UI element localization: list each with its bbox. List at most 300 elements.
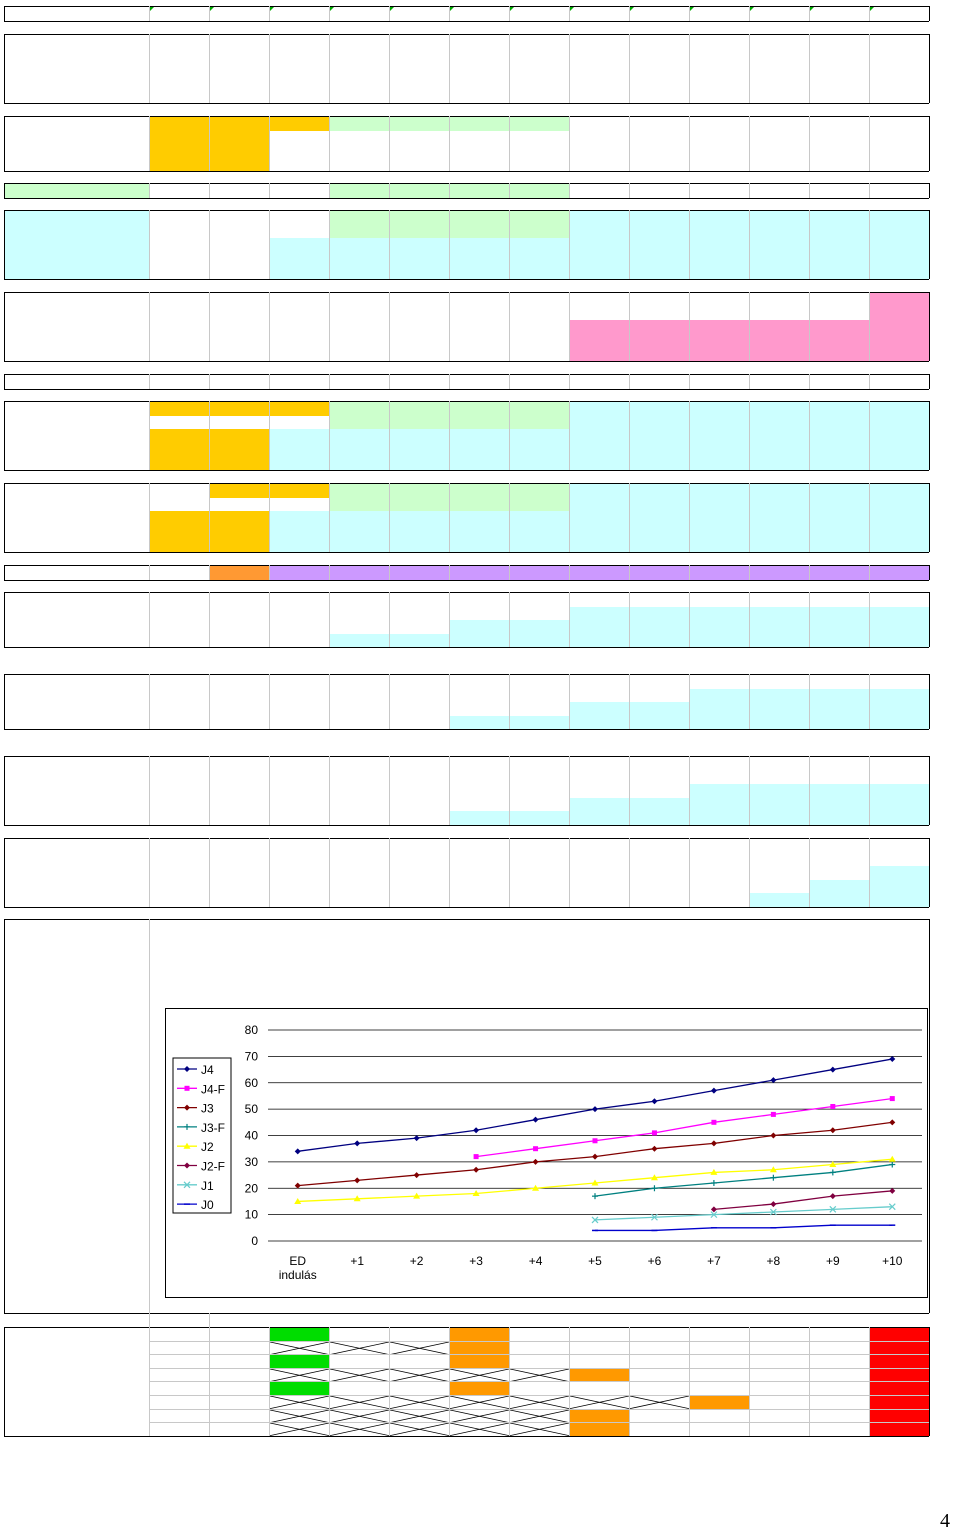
schedule-cell: [690, 211, 749, 225]
column-line: [629, 210, 630, 279]
schedule-cell: [330, 265, 389, 279]
schedule-cell: [810, 798, 869, 812]
column-line: [569, 592, 570, 647]
block-border: [4, 389, 929, 390]
schedule-cell: [750, 716, 809, 730]
schedule-cell: [870, 798, 929, 812]
fee-value: [510, 1355, 569, 1368]
schedule-cell: [870, 484, 929, 498]
cross-mark: [390, 1423, 449, 1436]
column-line: [809, 838, 810, 907]
column-line: [869, 483, 870, 552]
schedule-cell: [570, 211, 629, 225]
year-header: [629, 6, 689, 21]
column-line: [809, 34, 810, 103]
border-line: [4, 183, 5, 198]
column-line: [569, 6, 570, 21]
crossed-cell: [330, 1369, 389, 1382]
schedule-cell: [390, 456, 449, 470]
schedule-cell: [810, 620, 869, 634]
schedule-cell: [690, 607, 749, 621]
column-line: [329, 374, 330, 389]
schedule-cell: [330, 238, 389, 252]
border-line: [4, 1327, 5, 1436]
row-line: [149, 1381, 929, 1382]
column-line: [869, 1327, 870, 1436]
schedule-cell: [510, 225, 569, 239]
column-line: [809, 483, 810, 552]
column-line: [569, 674, 570, 729]
column-line: [449, 756, 450, 825]
schedule-cell: [570, 511, 629, 525]
green-marker: [450, 7, 454, 11]
column-line: [809, 210, 810, 279]
column-line: [509, 756, 510, 825]
schedule-cell: [330, 184, 389, 198]
fee-value: [810, 1410, 869, 1423]
block-border: [4, 1327, 929, 1328]
cross-mark: [570, 1396, 629, 1409]
schedule-cell: [630, 416, 689, 430]
column-line: [389, 674, 390, 729]
schedule-cell: [510, 184, 569, 198]
column-line: [569, 34, 570, 103]
column-line: [749, 565, 750, 580]
block-border: [4, 292, 929, 293]
column-line: [569, 210, 570, 279]
schedule-cell: [810, 416, 869, 430]
fee-value: [390, 1382, 449, 1395]
year-header: [269, 6, 329, 21]
x-tick-label: +9: [825, 1254, 840, 1268]
column-line: [389, 210, 390, 279]
chart-frame: [166, 1009, 928, 1298]
column-line: [209, 374, 210, 389]
virtual-value: [149, 1354, 209, 1368]
fee-value: [870, 1382, 929, 1395]
block-border: [4, 103, 929, 104]
schedule-cell: [330, 375, 389, 389]
x-tick-label: +3: [469, 1254, 483, 1268]
green-marker: [630, 7, 634, 11]
crossed-cell: [510, 1423, 569, 1436]
schedule-cell: [210, 443, 269, 457]
border-line: [4, 756, 5, 825]
fee-value: [870, 1328, 929, 1341]
border-line: [929, 756, 930, 825]
schedule-cell: [630, 620, 689, 634]
schedule-cell: [630, 498, 689, 512]
schedule-cell: [870, 211, 929, 225]
crossed-cell: [270, 1410, 329, 1423]
row-line: [149, 1395, 929, 1396]
schedule-cell: [510, 716, 569, 730]
schedule-cell: [630, 225, 689, 239]
schedule-cell: [210, 158, 269, 172]
schedule-cell: [870, 265, 929, 279]
green-marker: [390, 7, 394, 11]
fee-value: [450, 1342, 509, 1355]
column-line: [149, 292, 150, 361]
crossed-cell: [330, 1342, 389, 1355]
schedule-cell: [690, 798, 749, 812]
fee-value: [450, 1328, 509, 1341]
schedule-cell: [690, 498, 749, 512]
column-line: [629, 592, 630, 647]
schedule-cell: [750, 607, 809, 621]
column-line: [809, 565, 810, 580]
column-line: [149, 1313, 150, 1436]
cross-mark: [330, 1410, 389, 1423]
x-tick-label: +5: [588, 1254, 602, 1268]
year-header: [449, 6, 509, 21]
schedule-cell: [330, 566, 389, 580]
schedule-cell: [630, 716, 689, 730]
block-border: [4, 674, 929, 675]
column-line: [149, 919, 150, 1313]
schedule-cell: [450, 634, 509, 648]
data-point-J4-F: [830, 1104, 835, 1109]
cross-mark: [390, 1410, 449, 1423]
schedule-cell: [810, 689, 869, 703]
schedule-cell: [510, 375, 569, 389]
y-tick-label: 20: [244, 1181, 258, 1196]
schedule-cell: [870, 784, 929, 798]
y-tick-label: 60: [244, 1075, 258, 1090]
schedule-cell: [450, 538, 509, 552]
y-tick-label: 40: [244, 1128, 258, 1143]
schedule-cell: [750, 225, 809, 239]
column-line: [869, 6, 870, 21]
schedule-cell: [330, 525, 389, 539]
column-line: [329, 565, 330, 580]
schedule-cell: [210, 429, 269, 443]
column-line: [749, 483, 750, 552]
block-border: [4, 580, 929, 581]
crossed-cell: [450, 1369, 509, 1382]
column-line: [689, 1327, 690, 1436]
fee-value: [390, 1328, 449, 1341]
column-line: [509, 483, 510, 552]
x-tick-label: ED: [289, 1254, 307, 1268]
schedule-cell: [810, 443, 869, 457]
schedule-cell: [210, 484, 269, 498]
schedule-cell: [570, 498, 629, 512]
year-header: [329, 6, 389, 21]
column-line: [809, 6, 810, 21]
column-line: [209, 210, 210, 279]
column-line: [629, 6, 630, 21]
border-line: [929, 483, 930, 552]
schedule-cell: [510, 525, 569, 539]
schedule-cell: [810, 375, 869, 389]
fee-value: [510, 1328, 569, 1341]
fee-value: [270, 1355, 329, 1368]
block-border: [4, 361, 929, 362]
column-line: [209, 292, 210, 361]
column-line: [809, 1327, 810, 1436]
schedule-cell: [810, 402, 869, 416]
block-border: [4, 183, 929, 184]
schedule-cell: [570, 798, 629, 812]
column-line: [509, 6, 510, 21]
column-line: [269, 838, 270, 907]
column-line: [569, 183, 570, 198]
schedule-cell: [630, 429, 689, 443]
crossed-cell: [450, 1423, 509, 1436]
fee-value: [870, 1410, 929, 1423]
y-tick-label: 10: [244, 1207, 258, 1222]
column-line: [689, 183, 690, 198]
schedule-cell: [270, 429, 329, 443]
column-line: [629, 401, 630, 470]
column-line: [629, 838, 630, 907]
cross-mark: [270, 1396, 329, 1409]
schedule-cell: [750, 211, 809, 225]
fee-value: [270, 1382, 329, 1395]
column-line: [809, 374, 810, 389]
column-line: [629, 756, 630, 825]
schedule-cell: [810, 211, 869, 225]
schedule-cell: [690, 525, 749, 539]
schedule-cell: [450, 498, 509, 512]
column-line: [209, 838, 210, 907]
schedule-cell: [750, 634, 809, 648]
schedule-cell: [510, 416, 569, 430]
column-line: [269, 592, 270, 647]
schedule-cell: [810, 484, 869, 498]
schedule-cell: [870, 716, 929, 730]
schedule-cell: [150, 429, 209, 443]
schedule-cell: [810, 538, 869, 552]
column-line: [269, 374, 270, 389]
block-border: [4, 470, 929, 471]
schedule-cell: [630, 320, 689, 334]
border-line: [4, 674, 5, 729]
column-line: [509, 292, 510, 361]
border-line: [929, 292, 930, 361]
schedule-cell: [750, 798, 809, 812]
fee-value: [450, 1382, 509, 1395]
crossed-cell: [510, 1396, 569, 1409]
column-line: [689, 401, 690, 470]
schedule-cell: [390, 238, 449, 252]
schedule-cell: [750, 443, 809, 457]
fee-value: [330, 1355, 389, 1368]
schedule-cell: [510, 402, 569, 416]
schedule-cell: [450, 429, 509, 443]
schedule-cell: [510, 634, 569, 648]
schedule-cell: [870, 456, 929, 470]
fee-value: [690, 1328, 749, 1341]
schedule-cell: [330, 456, 389, 470]
border-line: [929, 116, 930, 171]
schedule-cell: [450, 416, 509, 430]
schedule-cell: [450, 566, 509, 580]
row-line: [149, 1409, 929, 1410]
crossed-cell: [450, 1410, 509, 1423]
schedule-cell: [630, 798, 689, 812]
column-line: [389, 565, 390, 580]
schedule-cell: [870, 620, 929, 634]
column-line: [209, 6, 210, 21]
data-point-J4-F: [890, 1096, 895, 1101]
schedule-cell: [750, 347, 809, 361]
column-line: [149, 674, 150, 729]
fee-value: [630, 1410, 689, 1423]
column-line: [329, 592, 330, 647]
schedule-cell: [630, 252, 689, 266]
category-cell: [209, 1368, 269, 1382]
column-line: [689, 292, 690, 361]
column-line: [509, 374, 510, 389]
border-line: [929, 565, 930, 580]
border-line: [4, 292, 5, 361]
schedule-cell: [210, 117, 269, 131]
column-line: [449, 674, 450, 729]
schedule-cell: [510, 511, 569, 525]
schedule-cell: [570, 566, 629, 580]
cross-mark: [390, 1396, 449, 1409]
fee-value: [690, 1423, 749, 1436]
crossed-cell: [510, 1410, 569, 1423]
column-line: [389, 483, 390, 552]
border-line: [929, 34, 930, 103]
schedule-cell: [870, 347, 929, 361]
schedule-cell: [750, 566, 809, 580]
schedule-cell: [390, 402, 449, 416]
x-tick-label: +4: [528, 1254, 543, 1268]
schedule-cell: [450, 484, 509, 498]
schedule-cell: [870, 307, 929, 321]
fee-value: [810, 1328, 869, 1341]
column-line: [389, 6, 390, 21]
schedule-cell: [870, 429, 929, 443]
schedule-cell: [750, 375, 809, 389]
column-line: [269, 210, 270, 279]
schedule-cell: [270, 265, 329, 279]
border-line: [929, 919, 930, 1313]
column-line: [329, 756, 330, 825]
schedule-cell: [450, 402, 509, 416]
schedule-cell: [390, 252, 449, 266]
column-line: [749, 401, 750, 470]
virtual-value: [149, 1395, 209, 1409]
schedule-cell: [570, 811, 629, 825]
schedule-cell: [810, 252, 869, 266]
schedule-cell: [330, 443, 389, 457]
fee-value: [330, 1382, 389, 1395]
column-line: [629, 183, 630, 198]
crossed-cell: [390, 1423, 449, 1436]
column-line: [869, 183, 870, 198]
legend-label: J0: [201, 1198, 214, 1213]
schedule-cell: [150, 158, 209, 172]
schedule-cell: [750, 525, 809, 539]
crossed-cell: [630, 1396, 689, 1409]
cross-mark: [630, 1396, 689, 1409]
column-line: [269, 34, 270, 103]
schedule-cell: [750, 538, 809, 552]
schedule-cell: [870, 416, 929, 430]
block-border: [4, 34, 929, 35]
schedule-cell: [750, 811, 809, 825]
x-tick-label: +10: [882, 1254, 903, 1268]
green-marker: [870, 7, 874, 11]
column-line: [329, 292, 330, 361]
schedule-cell: [690, 784, 749, 798]
column-line: [329, 483, 330, 552]
cross-mark: [450, 1369, 509, 1382]
column-line: [149, 210, 150, 279]
cross-mark: [270, 1423, 329, 1436]
schedule-cell: [570, 225, 629, 239]
schedule-cell: [570, 252, 629, 266]
crossed-cell: [270, 1342, 329, 1355]
schedule-cell: [330, 252, 389, 266]
schedule-cell: [330, 416, 389, 430]
column-line: [809, 116, 810, 171]
schedule-cell: [330, 429, 389, 443]
schedule-cell: [630, 347, 689, 361]
schedule-cell: [630, 511, 689, 525]
column-line: [569, 483, 570, 552]
border-line: [4, 838, 5, 907]
schedule-cell: [450, 443, 509, 457]
schedule-cell: [270, 375, 329, 389]
fee-value: [690, 1369, 749, 1382]
virtual-value: [149, 1368, 209, 1382]
column-line: [749, 116, 750, 171]
cross-mark: [270, 1410, 329, 1423]
year-header: [869, 6, 929, 21]
schedule-cell: [750, 456, 809, 470]
column-line: [509, 565, 510, 580]
green-marker: [750, 7, 754, 11]
schedule-cell: [690, 566, 749, 580]
border-line: [929, 6, 930, 21]
schedule-cell: [390, 184, 449, 198]
column-line: [689, 6, 690, 21]
column-line: [329, 401, 330, 470]
schedule-cell: [450, 525, 509, 539]
category-cell: [209, 1395, 269, 1409]
schedule-cell: [330, 211, 389, 225]
schedule-cell: [450, 511, 509, 525]
block-border: [4, 210, 929, 211]
schedule-cell: [750, 238, 809, 252]
data-point-J4-F: [711, 1120, 716, 1125]
y-tick-label: 0: [251, 1234, 258, 1248]
column-line: [149, 6, 150, 21]
schedule-cell: [810, 225, 869, 239]
schedule-cell: [570, 265, 629, 279]
schedule-cell: [570, 702, 629, 716]
block-border: [4, 907, 929, 908]
schedule-cell: [690, 320, 749, 334]
data-point-J4-F: [593, 1138, 598, 1143]
fee-value: [570, 1382, 629, 1395]
fee-chart: [165, 1008, 928, 1298]
schedule-cell: [270, 538, 329, 552]
column-line: [689, 756, 690, 825]
fee-value: [570, 1355, 629, 1368]
schedule-cell: [810, 607, 869, 621]
crossed-cell: [450, 1396, 509, 1409]
year-header: [209, 6, 269, 21]
fee-value: [750, 1410, 809, 1423]
schedule-cell: [690, 238, 749, 252]
